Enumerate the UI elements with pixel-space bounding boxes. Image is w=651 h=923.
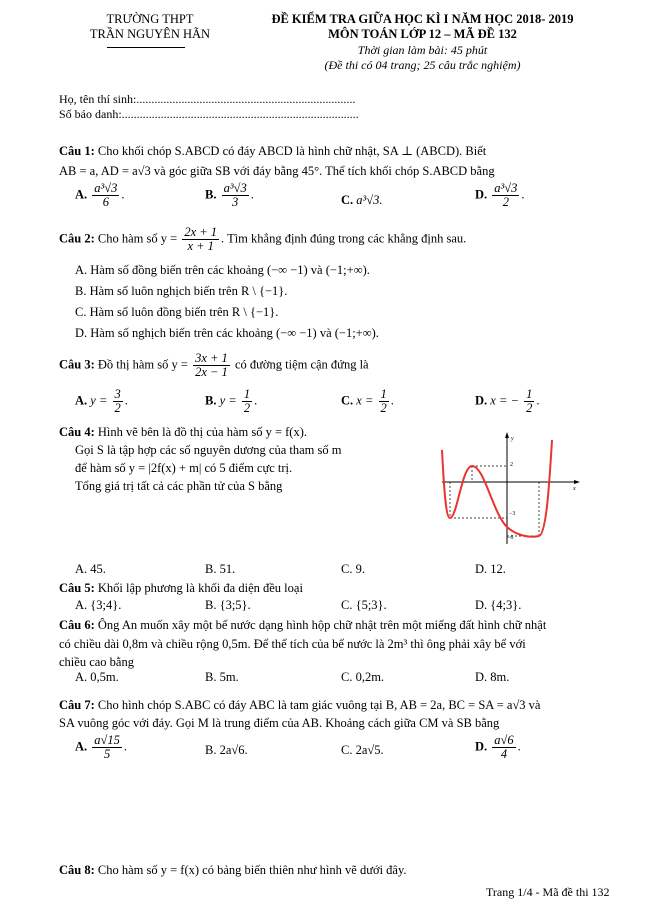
q7-d-fraction [492, 734, 515, 761]
q3-c-num: 1 [380, 387, 387, 401]
q3-fraction [193, 352, 230, 379]
q3-c-pre: x = [356, 393, 374, 408]
q5-option-b[interactable]: B. {3;5}. [205, 598, 251, 612]
q8-label: Câu 8: [59, 863, 95, 877]
q4-option-d[interactable]: D. 12. [475, 562, 506, 576]
q7-d-den: 4 [500, 747, 508, 762]
q4-line2: Gọi S là tập hợp các số nguyên dương của tham số m [75, 443, 342, 457]
q2-label: Câu 2: [59, 231, 95, 246]
q4-label: Câu 4: [59, 425, 95, 439]
q1-d-letter: D. [475, 187, 488, 202]
q1-label: Câu 1: [59, 144, 95, 158]
q3-den: 2x − 1 [195, 365, 228, 380]
tick-2: 2 [510, 462, 513, 468]
q5-option-c[interactable]: C. {5;3}. [341, 598, 387, 612]
q1-a-letter: A. [75, 187, 88, 202]
q1-a-num: a³√3 [94, 181, 118, 195]
student-name-field[interactable]: Họ, tên thí sinh:......................................................................... [59, 92, 356, 106]
q1-d-num: a³√3 [494, 181, 518, 195]
q2-option-a[interactable]: A. Hàm số đồng biến trên các khoảng (−∞ −1) và (−1;+∞). [75, 263, 370, 277]
q3-b-num: 1 [243, 387, 251, 401]
q1-b-num: a³√3 [223, 181, 247, 195]
q4-line4: Tổng giá trị tất cả các phần tử của S bằng [75, 479, 283, 493]
q6-option-a[interactable]: A. 0,5m. [75, 670, 119, 684]
q1-b-den: 3 [232, 195, 239, 210]
x-axis-arrow-icon [574, 480, 580, 484]
q7-option-d[interactable]: D. $\frac{a√6}{4}$ . [475, 733, 521, 762]
q3-b-den: 2 [243, 401, 251, 416]
q3-label: Câu 3: [59, 357, 95, 372]
question-2 [59, 226, 466, 253]
q3-d-den: 2 [526, 401, 533, 416]
x-axis-label: x [573, 486, 576, 492]
page-footer: Trang 1/4 - Mã đề thi 132 [486, 885, 610, 899]
q3-d-pre: x = − [490, 393, 519, 408]
q1-b-letter: B. [205, 187, 217, 202]
q5-text: Khối lập phương là khối đa diện đều loại [97, 581, 303, 595]
student-id-field[interactable]: Số báo danh:............................................................................... [59, 107, 359, 121]
q6-option-c[interactable]: C. 0,2m. [341, 670, 385, 684]
q8-text: Cho hàm số y = f(x) có bảng biến thiên như hình vẽ dưới đây. [97, 863, 407, 877]
q3-a-num: 3 [114, 387, 121, 401]
exam-time: Thời gian làm bài: 45 phút [357, 43, 488, 57]
question-1 [59, 142, 622, 160]
tick-minus-6: −6 [507, 535, 514, 541]
q6-label: Câu 6: [59, 618, 95, 632]
q6-option-d[interactable]: D. 8m. [475, 670, 510, 684]
q3-option-b[interactable]: B. y = $\frac{1}{2}$ . [205, 387, 258, 416]
school-line2: TRẦN NGUYÊN HÃN [89, 27, 211, 41]
q3-c-fraction [379, 388, 389, 415]
q7-line2: SA vuông góc với đáy. Gọi M là trung điểm của AB. Khoảng cách giữa CM và SB bằng [59, 716, 500, 730]
q4-function-graph [440, 430, 590, 548]
q7-option-c[interactable]: C. 2a√5. [341, 743, 384, 757]
question-8 [59, 863, 407, 878]
q6-option-b[interactable]: B. 5m. [205, 670, 239, 684]
q2-den: x + 1 [187, 239, 214, 254]
question-7 [59, 696, 622, 714]
q1-a-den: 6 [102, 195, 109, 210]
q7-a-letter: A. [75, 739, 88, 754]
q1-option-a[interactable]: A. $\frac{\text{a³√3}}{6}$ . [75, 181, 125, 210]
q7-line1: Cho hình chóp S.ABC có đáy ABC là tam giác vuông tại B, AB = 2a, BC = SA = a√3 và [97, 698, 541, 712]
q1-d-fraction [492, 182, 519, 209]
q3-post: có đường tiệm cận đứng là [234, 357, 369, 372]
q5-option-a[interactable]: A. {3;4}. [75, 598, 122, 612]
q2-fraction [182, 226, 219, 253]
q2-pre: Cho hàm số y = [97, 231, 178, 246]
q3-a-letter: A. [75, 393, 88, 408]
question-5 [59, 581, 303, 596]
q3-pre: Đồ thị hàm số y = [97, 357, 188, 372]
q7-option-b[interactable]: B. 2a√6. [205, 743, 248, 757]
q2-post: . Tìm khẳng định đúng trong các khẳng định sau. [221, 231, 467, 246]
header-underline [107, 47, 185, 48]
q1-option-c[interactable] [341, 193, 383, 208]
q1-a-fraction [92, 182, 119, 209]
q2-option-d[interactable]: D. Hàm số nghịch biến trên các khoảng (−∞ −1) và (−1;+∞). [75, 326, 379, 340]
q3-b-letter: B. [205, 393, 217, 408]
q3-a-den: 2 [114, 401, 121, 416]
q3-num: 3x + 1 [195, 351, 228, 365]
q1-d-den: 2 [502, 195, 509, 210]
exam-pages-note: (Đề thi có 04 trang; 25 câu trắc nghiệm) [324, 58, 521, 72]
q7-option-a[interactable]: A. $\frac{a√15}{5}$ . [75, 733, 128, 762]
q1-option-d[interactable]: D. $\frac{\text{a³√3}}{2}$ . [475, 181, 525, 210]
q1-option-b[interactable]: B. $\frac{\text{a³√3}}{3}$ . [205, 181, 254, 210]
q3-c-den: 2 [380, 401, 387, 416]
q4-option-c[interactable]: C. 9. [341, 562, 365, 576]
exam-subject: MÔN TOÁN LỚP 12 – MÃ ĐỀ 132 [328, 27, 517, 41]
q4-line1: Hình vẽ bên là đồ thị của hàm số y = f(x). [97, 425, 307, 439]
q4-option-b[interactable]: B. 51. [205, 562, 236, 576]
q3-d-fraction [524, 388, 534, 415]
q6-line1: Ông An muốn xây một bể nước dạng hình hộp chữ nhật trên một miếng đất hình chữ nhật [97, 618, 547, 632]
q1-line1: Cho khối chóp S.ABCD có đáy ABCD là hình chữ nhật, SA ⊥ (ABCD). Biết [97, 144, 487, 158]
tick-minus-3: −3 [509, 511, 516, 517]
q3-c-letter: C. [341, 393, 354, 408]
q7-d-num: a√6 [494, 733, 514, 747]
q3-d-num: 1 [526, 387, 533, 401]
question-3 [59, 352, 369, 379]
q6-line3: chiều cao bằng [59, 655, 134, 669]
q3-a-pre: y = [90, 393, 108, 408]
school-line1: TRƯỜNG THPT [106, 12, 194, 26]
q4-line3: để hàm số y = |2f(x) + m| có 5 điểm cực trị. [75, 461, 293, 475]
q1-c-letter: C. [341, 193, 354, 207]
q1-line2: AB = a, AD = a√3 và góc giữa SB với đáy bằng 45°. Thể tích khối chóp S.ABCD bằng [59, 164, 495, 178]
q7-a-fraction [92, 734, 122, 761]
q7-label: Câu 7: [59, 698, 95, 712]
question-6 [59, 616, 622, 634]
y-axis-label: y [511, 436, 514, 442]
q7-a-den: 5 [103, 747, 111, 762]
q2-num: 2x + 1 [184, 225, 218, 239]
y-axis-arrow-icon [505, 432, 509, 438]
q5-option-d[interactable]: D. {4;3}. [475, 598, 522, 612]
q3-a-fraction [113, 388, 123, 415]
q7-a-num: a√15 [94, 733, 120, 747]
q3-option-c[interactable]: C. x = $\frac{1}{2}$ . [341, 387, 394, 416]
q1-c-value: a³√3. [356, 193, 383, 207]
q2-option-c[interactable]: C. Hàm số luôn đồng biến trên R \ {−1}. [75, 305, 279, 319]
q7-d-letter: D. [475, 739, 488, 754]
q4-option-a[interactable]: A. 45. [75, 562, 106, 576]
q3-b-pre: y = [219, 393, 237, 408]
q3-option-a[interactable]: A. y = $\frac{3}{2}$ . [75, 387, 128, 416]
function-curve [442, 440, 552, 537]
q2-option-b[interactable]: B. Hàm số luôn nghịch biến trên R \ {−1}. [75, 284, 288, 298]
question-4 [59, 425, 307, 440]
q3-d-letter: D. [475, 393, 488, 408]
q1-b-fraction [222, 182, 249, 209]
q3-b-fraction [242, 388, 252, 415]
q3-option-d[interactable]: D. x = − $\frac{1}{2}$ . [475, 387, 540, 416]
q5-label: Câu 5: [59, 581, 95, 595]
q6-line2: có chiều dài 0,8m và chiều rộng 0,5m. Để thể tích của bể nước là 2m³ thì ông phải xây bể với [59, 637, 526, 651]
exam-title: ĐỀ KIỂM TRA GIỮA HỌC KÌ I NĂM HỌC 2018- 2019 [271, 12, 574, 26]
